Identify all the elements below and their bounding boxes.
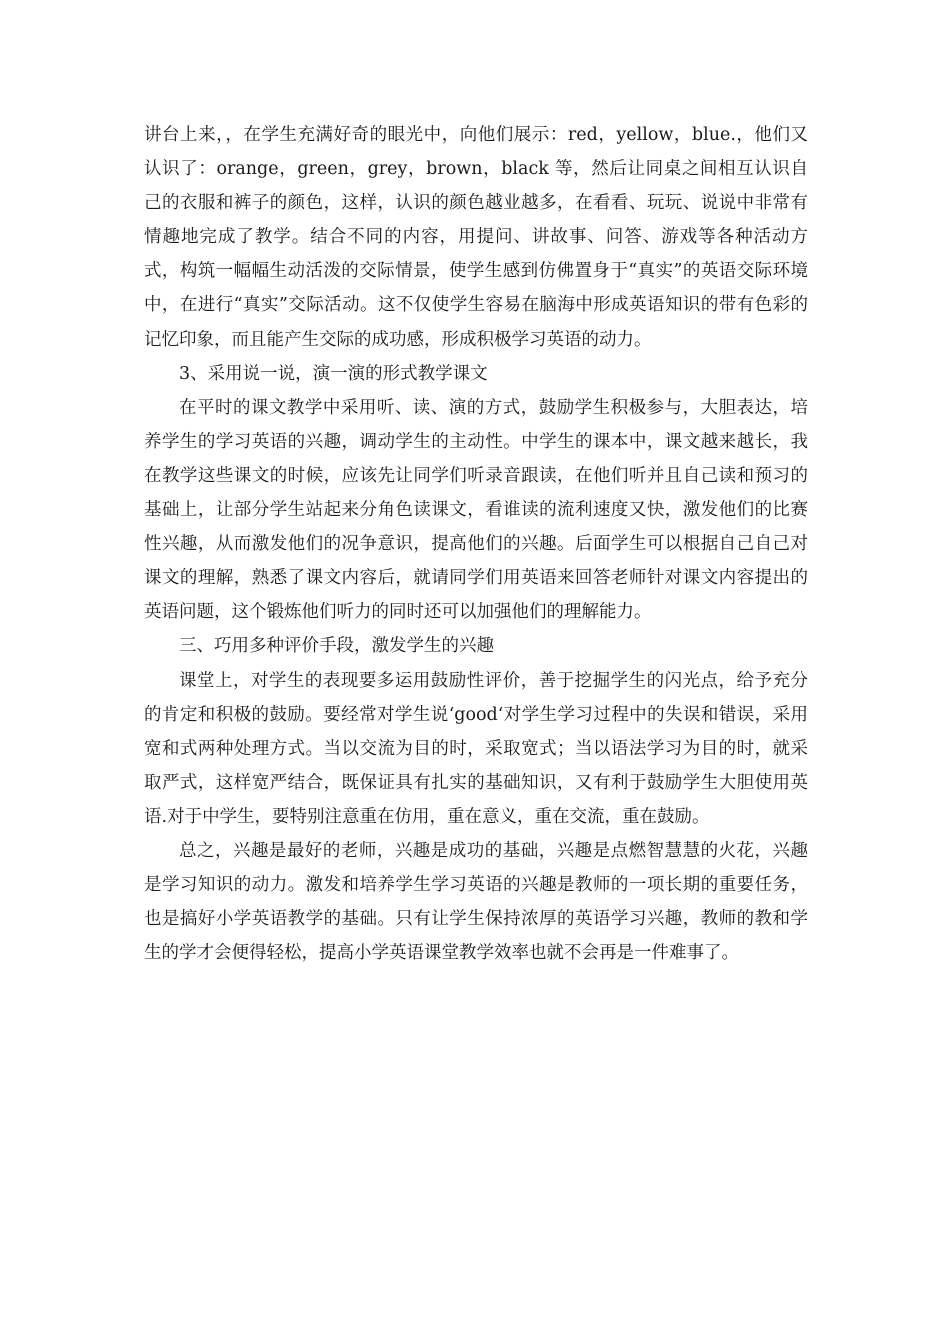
document-body xyxy=(144,118,808,970)
section-heading-evaluation: 三、巧用多种评价手段，激发学生的兴趣 xyxy=(179,636,494,657)
paragraph-encouraging-evaluation: 课堂上，对学生的表现要多运用鼓励性评价，善于挖掘学生的闪光点，给予充分的肯定和积极的鼓励。要经常对学生说‘good‘对学生学习过程中的失误和错误，采用宽和式两种处理方式。当以交流为目的时，采取宽式；当以语法学习为目的时，就采取严式，这样宽严结合，既保证具有扎实的基础知识，又有利于鼓励学生大胆使用英语.对于中学生，要特别注意重在仿用，重在意义，重在交流，重在鼓励。 xyxy=(144,670,808,827)
paragraph-text-teaching: 在平时的课文教学中采用听、读、演的方式，鼓励学生积极参与，大胆表达，培养学生的学习英语的兴趣，调动学生的主动性。中学生的课本中，课文越来越长，我在教学这些课文的时候，应该先让同学们听录音跟读，在他们听并且自己读和预习的基础上，让部分学生站起来分角色读课文，看谁读的流利速度又快，激发他们的比赛性兴趣，从而激发他们的况争意识，提高他们的兴趣。后面学生可以根据自己自己对课文的理解，熟悉了课文内容后，就请同学们用英语来回答老师针对课文内容提出的英语问题，这个锻炼他们听力的同时还可以加强他们的理解能力。 xyxy=(144,397,808,623)
paragraph-colors-activity: 讲台上来，，在学生充满好奇的眼光中，向他们展示：red，yellow，blue.，他们又认识了：orange，green，grey，brown，black 等，然后让同桌之间相互认识自己的衣服和裤子的颜色，这样，认识的颜色越业越多，在看看、玩玩、说说中非常有情趣地完成了教学。结合不同的内容，用提问、讲故事、问答、游戏等各种活动方式，构筑一幅幅生动活泼的交际情景，使学生感到仿佛置身于“真实”的英语交际环境中，在进行“真实”交际活动。这不仅使学生容易在脑海中形成英语知识的带有色彩的记忆印象，而且能产生交际的成功感，形成积极学习英语的动力。 xyxy=(144,125,808,350)
subheading-act-out-texts: 3、采用说一说，演一演的形式教学课文 xyxy=(179,363,488,384)
paragraph-conclusion: 总之，兴趣是最好的老师，兴趣是成功的基础，兴趣是点燃智慧慧的火花，兴趣是学习知识的动力。激发和培养学生学习英语的兴趣是教师的一项长期的重要任务，也是搞好小学英语教学的基础。只有让学生保持浓厚的英语学习兴趣，教师的教和学生的学才会便得轻松，提高小学英语课堂教学效率也就不会再是一件难事了。 xyxy=(144,840,808,964)
